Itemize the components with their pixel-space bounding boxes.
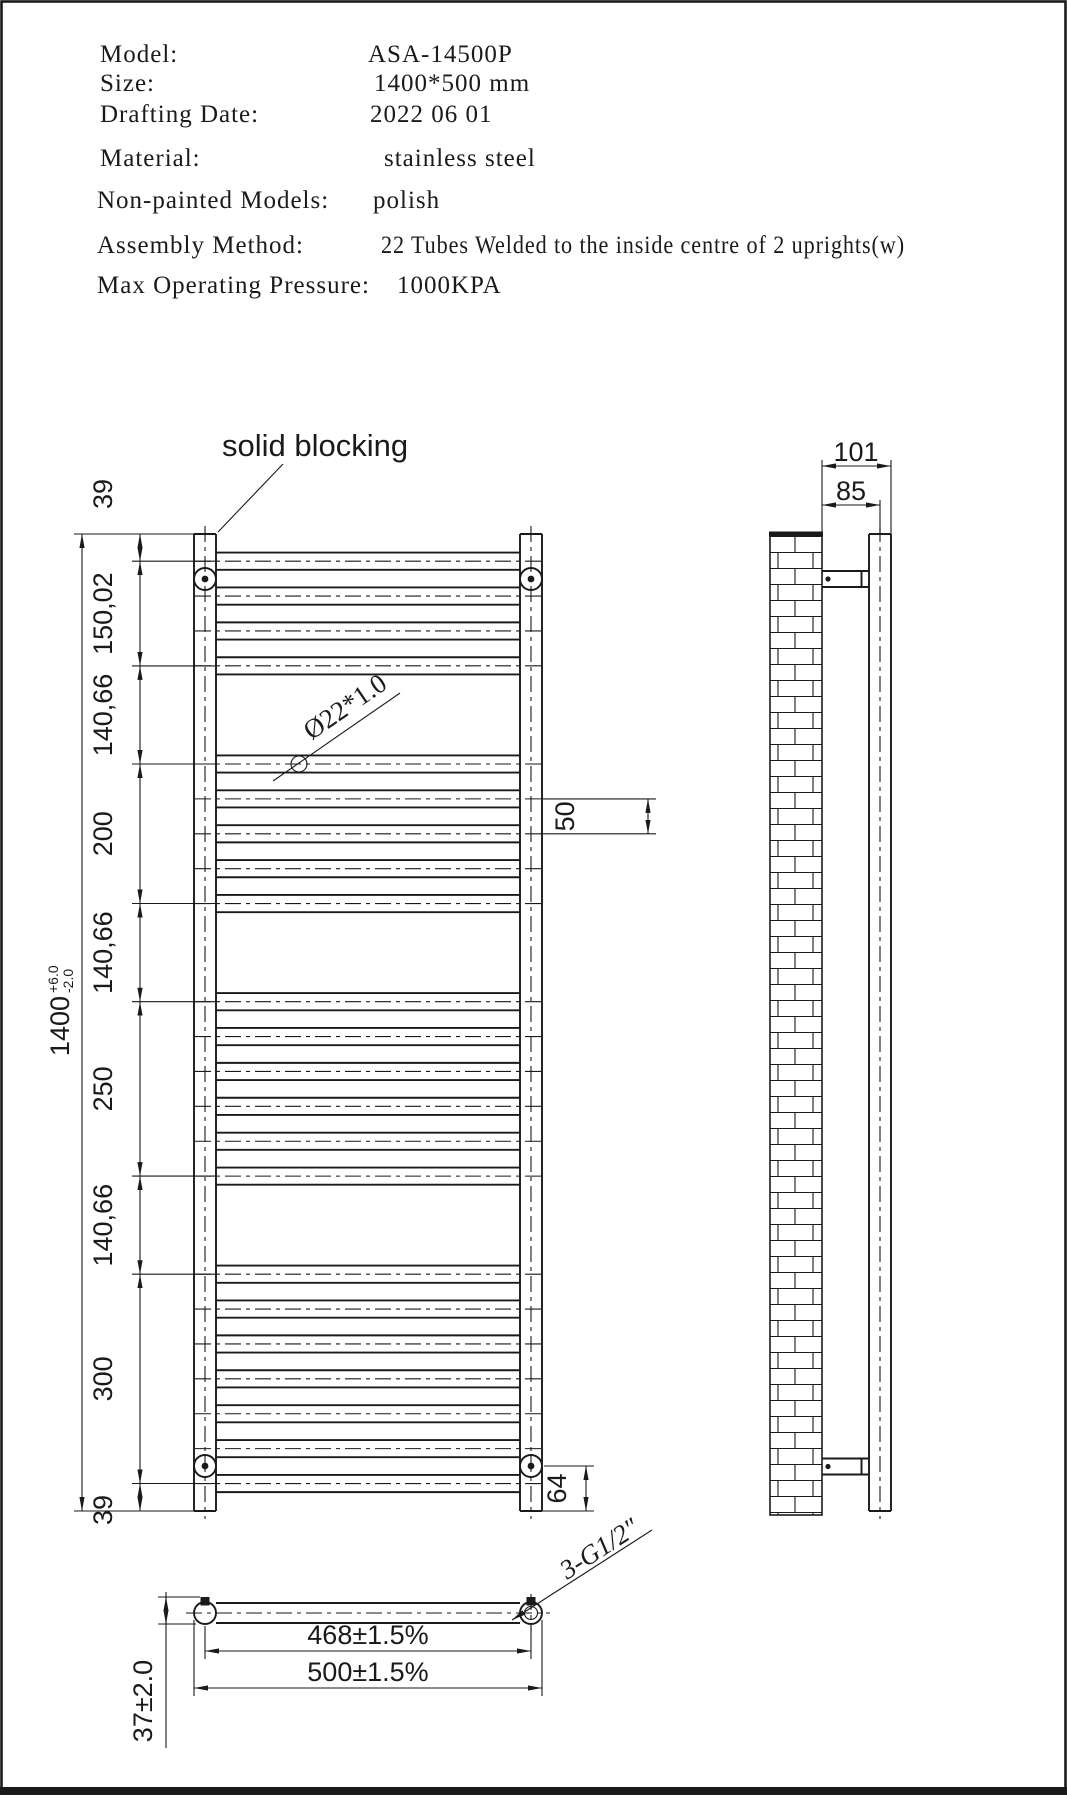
spec-label-pressure: Max Operating Pressure:: [97, 272, 370, 299]
dim-300: 300: [88, 1356, 118, 1402]
solid-blocking-label: solid blocking: [222, 428, 409, 463]
spec-value-assembly: 22 Tubes Welded to the inside centre of 2 uprights(w): [381, 232, 905, 259]
overall-height-dimension: [45, 534, 82, 1511]
top-depth-dimension: [128, 1592, 200, 1748]
wall-section: [770, 536, 822, 1515]
fitting-label: 3-G1/2″: [554, 1511, 645, 1585]
spec-label-finish: Non-painted Models:: [97, 187, 330, 214]
spec-label-assembly: Assembly Method:: [97, 232, 304, 259]
spec-label-date: Drafting Date:: [100, 101, 260, 128]
spec-value-model: ASA-14500P: [368, 41, 513, 68]
pitch-dimension: [542, 799, 656, 834]
dim-140-66-b: 140,66: [88, 911, 118, 994]
bracket-side-bottom: [822, 1459, 869, 1475]
bottom-offset-dimension: [542, 1466, 594, 1511]
pipe-centers-dimension: [205, 1620, 531, 1659]
dim-50: 50: [550, 801, 580, 832]
spec-label-material: Material:: [100, 145, 201, 172]
solid-blocking-leader: [218, 464, 283, 532]
wall-top-blocking: [769, 532, 823, 538]
spec-value-material: stainless steel: [384, 145, 536, 172]
spec-label-model: Model:: [100, 41, 179, 68]
top-view: [128, 1512, 652, 1748]
bracket-side-top: [822, 571, 869, 587]
dim-39-bottom: 39: [88, 1494, 118, 1526]
dim-1400-tol-plus: +6.0: [45, 965, 61, 993]
dim-200: 200: [88, 811, 118, 857]
spec-table: [97, 41, 905, 299]
dim-85: 85: [835, 476, 867, 506]
dim-500: 500±1.5%: [307, 1657, 429, 1687]
dim-140-66-c: 140,66: [88, 1183, 118, 1267]
dim-39-top: 39: [88, 478, 118, 510]
spec-value-pressure: 1000KPA: [397, 272, 502, 299]
front-view: [45, 428, 656, 1525]
side-view: [769, 437, 891, 1519]
dim-140-66-a: 140,66: [88, 673, 118, 757]
dim-64: 64: [542, 1473, 572, 1504]
upright-side: [869, 526, 891, 1519]
spec-value-finish: polish: [373, 187, 441, 214]
dim-250: 250: [88, 1066, 118, 1112]
depth-dimensions: [822, 437, 891, 536]
dim-1400: 1400: [45, 996, 75, 1057]
upright-right: [520, 526, 542, 1519]
dim-101: 101: [833, 437, 879, 467]
spec-label-size: Size:: [100, 70, 155, 97]
spec-value-date: 2022 06 01: [370, 101, 493, 128]
dim-150-02: 150,02: [88, 572, 118, 655]
dim-37: 37±2.0: [128, 1659, 158, 1743]
left-dimension-labels: [88, 479, 118, 1525]
tube-diameter-label: Ø22*1.0: [297, 667, 393, 746]
upright-left: [194, 526, 216, 1519]
page-border: [0, 2, 1067, 1796]
dim-1400-tol-minus: -2.0: [60, 968, 76, 993]
dim-468: 468±1.5%: [307, 1620, 429, 1650]
spec-value-size: 1400*500 mm: [374, 70, 531, 97]
